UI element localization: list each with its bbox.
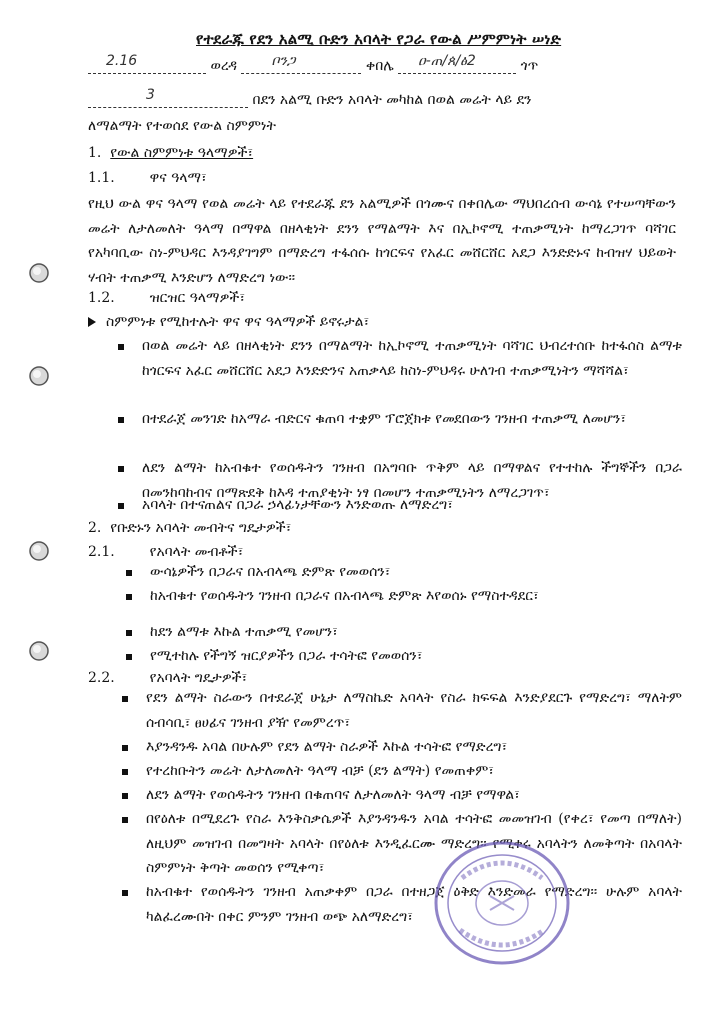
square-bullet-icon xyxy=(122,890,128,896)
handwritten-number-2: 3 xyxy=(146,87,155,103)
square-bullet-icon xyxy=(118,503,124,509)
handwritten-date: ዐ-ጠ/ጰ/ፅ2 xyxy=(418,53,476,69)
list-item: አባላት በተናጠልና በጋራ ኃላፊነታቸውን እንድወጡ ለማድረግ፣ xyxy=(142,493,682,518)
square-bullet-icon xyxy=(122,817,128,823)
square-bullet-icon xyxy=(122,769,128,775)
list-item: በየዕለቱ በሚደረጉ የስራ እንቅስቃሴዎች እያንዳንዱን አባል ተሳትፎ መመዝገብ (የቀረ፣ የመጣ በማለት) ለዚህም መዝገብ በመግዛት አባላት በየዕለቱ እንዲፈርሙ ማድረግ፡፡ የሚቀሩ አባላትን ለመቅጣት በአባላት ስምምነት ቅጣት መወሰን የሚቀጣ፣ xyxy=(146,807,682,881)
objectives-lead: ስምምነቱ የሚከተሉት ዋና ዋና ዓላማዎች ይኖሩታል፣ xyxy=(88,314,369,330)
arrow-bullet-icon xyxy=(88,317,96,327)
list-item: እያንዳንዱ አባል በሁሉም የደን ልማት ስራዎች እኩል ተሳትፎ የማድረግ፣ xyxy=(146,735,682,760)
list-item: በተደራጀ መንገድ ከአማራ ብድርና ቁጠባ ተቋም ፕሮጀክቱ የመደበውን ገንዘብ ተጠቃሚ ለመሆን፣ xyxy=(142,407,682,432)
list-item: ለደን ልማት ከአብቁተ የወሰዱትን ገንዘብ በአግባቡ ጥቅም ላይ በማዋልና የተተከሉ ችግኞችን በጋራ በመንከባከብና በማጽደቅ ከእዳ ተጠያቂነት ነፃ በመሆን ተጠቃሚነትን ለማረጋገጥ፣ xyxy=(142,456,682,505)
header-suffix: ጎጥ xyxy=(520,58,539,74)
section-2-heading: 2. የቡድኑን አባላት መብትና ግዴታዎች፣ xyxy=(88,520,292,536)
square-bullet-icon xyxy=(126,594,132,600)
list-item: የተረከቡትን መሬት ለታለመለት ዓላማ ብቻ (ደን ልማት) የመጠቀም፣ xyxy=(146,759,682,784)
list-item: የደን ልማት ስራውን በተደራጀ ሁኔታ ለማስኬድ አባላት የስራ ክፍፍል እንድያደርጉ የማድረግ፣ ማለትም ሰብሳቢ፣ ፀሀፊና ገንዘብ ያዥ የመምረጥ፣ xyxy=(146,686,682,735)
list-item: ለደን ልማት የወሰዱትን ገንዘብ በቁጠባና ለታለመለት ዓላማ ብቻ የማዋል፣ xyxy=(146,783,682,808)
handwritten-number: 2.16 xyxy=(106,53,138,69)
header-line-1 xyxy=(88,53,647,74)
punch-hole-icon xyxy=(28,540,50,562)
square-bullet-icon xyxy=(126,630,132,636)
main-objective-paragraph: የዚህ ውል ዋና ዓላማ የወል መሬት ላይ የተደራጁ ደን አልሚዎች በጎሙና በቀበሌው ማህበረሰብ ውሳኔ የተሠጣቸውን መሬት ለታለመለት ዓላማ በማዋል በዘላቂነት ደንን የማልማት እና በኢኮኖሚ ተጠቃሚነት ከማረጋገጥ ባሻገር የአካባቢው ስነ-ምህዳር እንዳያገግም በማድረግ ተፋሰሱ ከጎርፍና የአፈር መሸርሸር አደጋ እንድድኑና ከብዝሃ ህይወት ሃብት ተጠቃሚ እንድሆን ለማድረግ ነው፡፡ xyxy=(88,196,676,286)
list-item: ውሳኔዎችን በጋራና በአብላጫ ድምጽ የመወሰን፣ xyxy=(150,560,680,585)
square-bullet-icon xyxy=(118,466,124,472)
handwritten-wereda: ቦንጋ xyxy=(271,53,296,69)
section-1-2-heading: 1.2. ዝርዝር ዓላማዎች፣ xyxy=(88,290,246,306)
square-bullet-icon xyxy=(118,344,124,350)
official-stamp-icon xyxy=(432,838,572,968)
wereda-label: ወረዳ xyxy=(210,58,237,74)
list-item: ከአብቁተ የወሰዱትን ገንዘብ በጋራና በአብላጫ ድምጽ እየወሰኑ የማስተዳደር፣ xyxy=(150,584,680,609)
square-bullet-icon xyxy=(122,745,128,751)
square-bullet-icon xyxy=(118,417,124,423)
square-bullet-icon xyxy=(122,696,128,702)
square-bullet-icon xyxy=(126,654,132,660)
section-1-heading: 1. የውል ስምምነቱ ዓላማዎች፣ xyxy=(88,145,254,161)
list-item: በወል መሬት ላይ በዘላቂነት ደንን በማልማት ከኢኮኖሚ ተጠቃሚነት ባሻገር ህብረተሰቡ ከተፋሰስ ልማቱ ከጎርፍና አፈር መሸርሸር አደጋ እንድድንና አጠቃላይ ከስነ-ምህዳሩ ሁለገብ ተጠቃሚነትን ማሻሻል፣ xyxy=(142,334,682,383)
section-1-1-heading: 1.1. ዋና ዓላማ፣ xyxy=(88,170,207,186)
document-title: የተደራጁ የደን አልሚ ቡድን አባላት የጋራ የውል ሥምምነት ሠነድ xyxy=(196,30,562,48)
square-bullet-icon xyxy=(126,570,132,576)
section-2-1-heading: 2.1. የአባላት መብቶች፣ xyxy=(88,544,244,560)
header-line-2-text: በደን አልሚ ቡድን አባላት መካከል በወል መሬት ላይ ደን xyxy=(252,92,532,108)
square-bullet-icon xyxy=(122,793,128,799)
kebele-label: ቀበሌ xyxy=(365,58,394,74)
punch-hole-icon xyxy=(28,262,50,284)
punch-hole-icon xyxy=(28,640,50,662)
list-item: ከአብቁተ የወሰዱትን ገንዘብ አጠቃቀም በጋራ በተዘጋጀ ዕቅድ እንድመራ የማድረግ፡፡ ሁሉም አባላት ካልፈረሙበት በቀር ምንም ገንዘብ ወጭ አለማድረግ፣ xyxy=(146,880,682,929)
list-item: የሚተከሉ የችግኝ ዝርያዎችን በጋራ ተሳትፎ የመወሰን፣ xyxy=(150,644,680,669)
list-item: ከደን ልማቱ እኩል ተጠቃሚ የመሆን፣ xyxy=(150,620,680,645)
section-2-2-heading: 2.2. የአባላት ግዴታዎች፣ xyxy=(88,670,248,686)
header-line-2 xyxy=(88,87,647,108)
intro-line: ለማልማት የተወሰደ የውል ስምምነት xyxy=(88,118,276,134)
punch-hole-icon xyxy=(28,365,50,387)
